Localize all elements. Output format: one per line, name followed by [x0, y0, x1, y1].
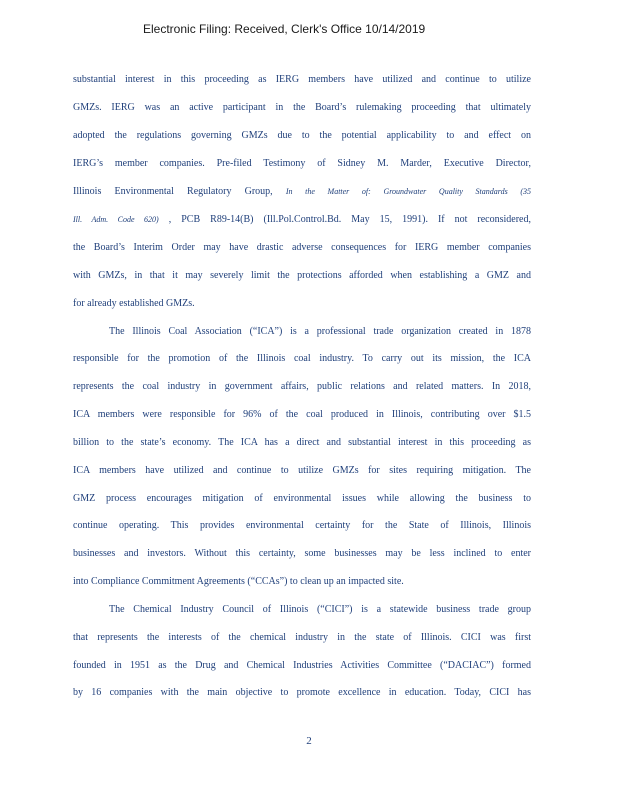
p2-line-2: responsible for the promotion of the Illinois coal industry. To carry out its mission, the ICA — [73, 353, 531, 364]
citation-italic: In the Matter of: Groundwater Quality Standards (35 — [285, 187, 532, 196]
p2-line-7: GMZ process encourages mitigation of environmental issues while allowing the business to — [73, 493, 531, 504]
p1-line-5-text: Illinois Environmental Regulatory Group, — [73, 186, 273, 197]
p3-line-3: founded in 1951 as the Drug and Chemical Industries Activities Committee (“DACIAC”) formed — [73, 660, 531, 671]
p1-line-7: the Board’s Interim Order may have drastic adverse consequences for IERG member companies — [73, 242, 531, 253]
p1-line-5 — [73, 185, 531, 199]
p1-line-6 — [73, 213, 531, 227]
p2-line-5: billion to the state’s economy. The ICA has a direct and substantial interest in this proceeding as — [73, 437, 531, 448]
p1-line-4: IERG’s member companies. Pre-filed Testimony of Sidney M. Marder, Executive Director, — [73, 158, 531, 169]
p1-line-9: for already established GMZs. — [73, 298, 195, 309]
p2-line-1: The Illinois Coal Association (“ICA”) is a professional trade organization created in 1878 — [109, 326, 531, 337]
p3-line-1: The Chemical Industry Council of Illinois (“CICI”) is a statewide business trade group — [109, 604, 531, 615]
p1-line-8: with GMZs, in that it may severely limit the protections afforded when establishing a GMZ and — [73, 270, 531, 281]
p2-line-9: businesses and investors. Without this certainty, some businesses may be less inclined to enter — [73, 548, 531, 559]
p2-line-3: represents the coal industry in government affairs, public relations and related matters. In 2018, — [73, 381, 531, 392]
filing-stamp: Electronic Filing: Received, Clerk's Office 10/14/2019 — [143, 22, 426, 36]
citation-italic-cont: Ill. Adm. Code 620) — [73, 215, 159, 224]
p2-line-10: into Compliance Commitment Agreements (“CCAs”) to clean up an impacted site. — [73, 576, 404, 587]
p3-line-2: that represents the interests of the chemical industry in the state of Illinois. CICI was first — [73, 632, 531, 643]
p1-line-6-text: , PCB R89-14(B) (Ill.Pol.Control.Bd. May 15, 1991). If not reconsidered, — [158, 214, 532, 225]
p1-line-2: GMZs. IERG was an active participant in the Board’s rulemaking proceeding that ultimately — [73, 102, 531, 113]
p1-line-3: adopted the regulations governing GMZs due to the potential applicability to and effect on — [73, 130, 531, 141]
p1-line-1: substantial interest in this proceeding as IERG members have utilized and continue to utilize — [73, 74, 531, 85]
page-number: 2 — [306, 735, 312, 747]
p3-line-4: by 16 companies with the main objective to promote excellence in education. Today, CICI has — [73, 687, 531, 698]
p2-line-6: ICA members have utilized and continue to utilize GMZs for sites requiring mitigation. The — [73, 465, 531, 476]
p2-line-8: continue operating. This provides environmental certainty for the State of Illinois, Illinois — [73, 520, 531, 531]
p2-line-4: ICA members were responsible for 96% of the coal produced in Illinois, contributing over $1.5 — [73, 409, 531, 420]
